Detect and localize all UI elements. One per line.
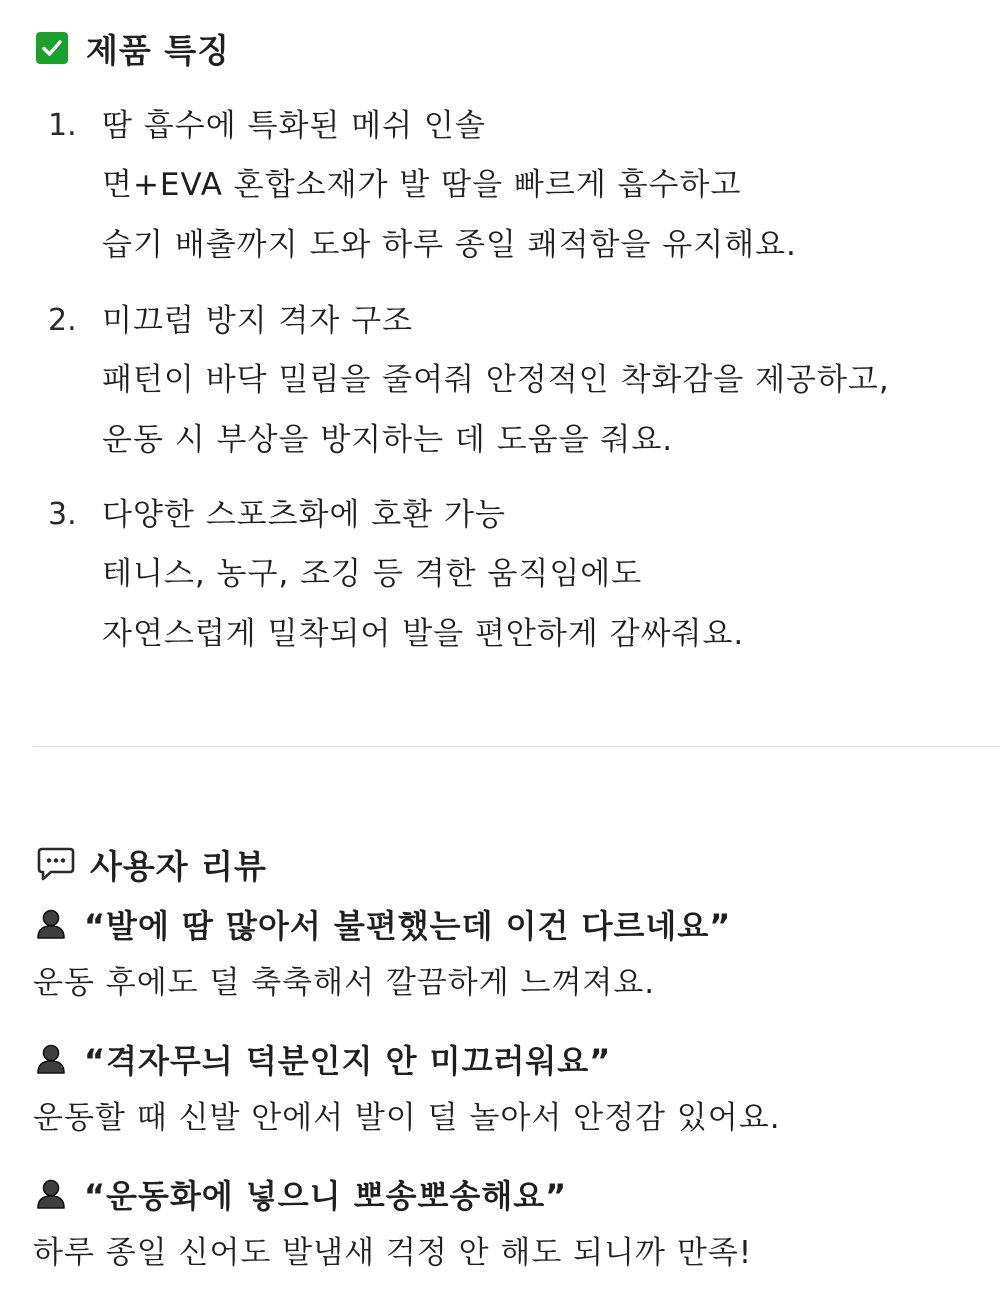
review-body: 운동할 때 신발 안에서 발이 덜 놀아서 안정감 있어요.	[33, 1100, 781, 1136]
feature-description-line: 운동 시 부상을 방지하는 데 도움을 줘요.	[102, 422, 674, 458]
person-silhouette-icon	[36, 908, 66, 940]
review-quote-text: “격자무늬 덕분인지 안 미끄러워요”	[84, 1042, 612, 1080]
review-body: 하루 종일 신어도 발냄새 걱정 안 해도 되니까 만족!	[33, 1235, 753, 1271]
review-quote	[36, 1037, 611, 1081]
feature-title: 땀 흡수에 특화된 메쉬 인솔	[102, 108, 486, 144]
feature-number: 2.	[48, 303, 77, 338]
section-divider	[33, 746, 1000, 747]
features-heading-label: 제품 특징	[86, 30, 231, 70]
feature-description-line: 습기 배출까지 도와 하루 종일 쾌적함을 유지해요.	[102, 227, 797, 263]
review-body: 운동 후에도 덜 축축해서 깔끔하게 느껴져요.	[33, 965, 656, 1001]
review-quote-text: “발에 땀 많아서 불편했는데 이건 다르네요”	[84, 907, 732, 945]
feature-title: 다양한 스포츠화에 호환 가능	[102, 497, 506, 533]
speech-bubble-icon	[36, 846, 76, 882]
person-silhouette-icon	[36, 1043, 66, 1075]
reviews-heading-label: 사용자 리뷰	[90, 846, 267, 886]
check-mark-icon	[36, 32, 68, 64]
feature-description-line: 패턴이 바닥 밀림을 줄여줘 안정적인 착화감을 제공하고,	[102, 362, 890, 398]
review-quote	[36, 902, 731, 946]
feature-number: 3.	[48, 497, 77, 532]
review-quote	[36, 1172, 567, 1216]
feature-title: 미끄럼 방지 격자 구조	[102, 303, 414, 339]
features-heading	[36, 26, 230, 70]
feature-description-line: 테니스, 농구, 조깅 등 격한 움직임에도	[102, 556, 643, 592]
review-quote-text: “운동화에 넣으니 뽀송뽀송해요”	[84, 1177, 568, 1215]
feature-description-line: 자연스럽게 밀착되어 발을 편안하게 감싸줘요.	[102, 616, 745, 652]
feature-description-line: 면+EVA 혼합소재가 발 땀을 빠르게 흡수하고	[102, 167, 742, 203]
reviews-heading	[36, 842, 267, 886]
person-silhouette-icon	[36, 1178, 66, 1210]
feature-number: 1.	[48, 108, 77, 143]
